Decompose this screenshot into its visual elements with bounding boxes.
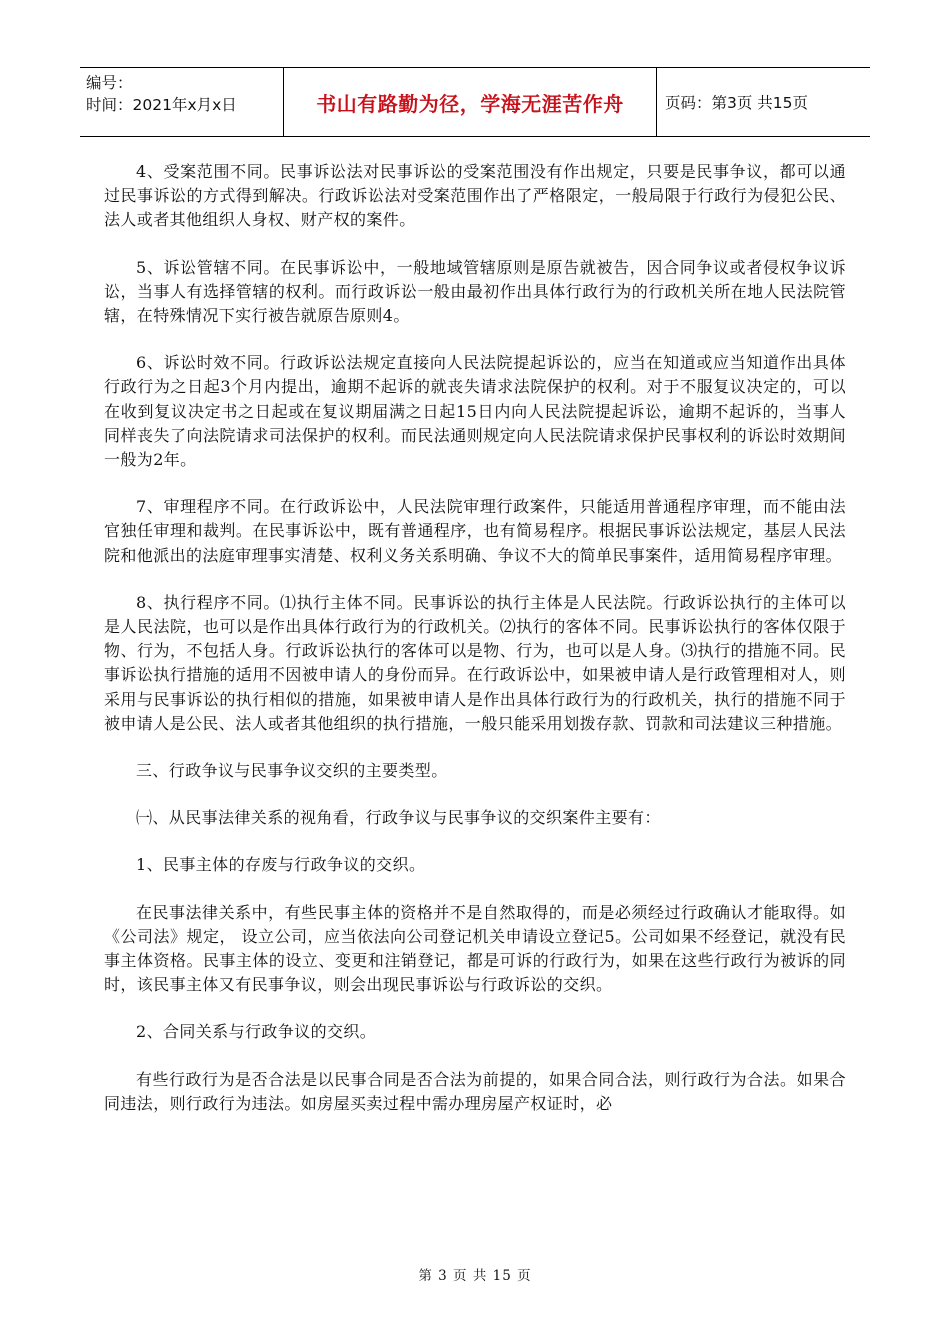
item-heading: 2、合同关系与行政争议的交织。	[136, 1022, 377, 1042]
paragraph: 8、执行程序不同。⑴执行主体不同。民事诉讼的执行主体是人民法院。行政诉讼执行的主体可以是人民法院，也可以是作出具体行政行为的行政机关。⑵执行的客体不同。民事诉讼执行的客体仅限于物、行为，不包括人身。行政诉讼执行的客体可以是物、行为，也可以是人身。⑶执行的措施不同。民事诉讼执行措施的适用不因被申请人的身份而异。在行政诉讼中，如果被申请人是行政管理相对人，则采用与民事诉讼的执行相似的措施，如果被申请人是作出具体行政行为的行政机关，执行的措施不同于被申请人是公民、法人或者其他组织的执行措施，一般只能采用划拨存款、罚款和司法建议三种措施。	[104, 592, 846, 733]
header-meta	[80, 68, 283, 136]
paragraph: 7、审理程序不同。在行政诉讼中，人民法院审理行政案件，只能适用普通程序审理，而不能由法官独任审理和裁判。在民事诉讼中，既有普通程序，也有简易程序。根据民事诉讼法规定，基层人民法院和他派出的法庭审理事实清楚、权利义务关系明确、争议不大的简单民事案件，适用简易程序审理。	[104, 497, 846, 565]
document-number-label: 编号：	[86, 74, 133, 92]
section-heading: 三、行政争议与民事争议交织的主要类型。	[136, 761, 448, 781]
document-body	[104, 160, 846, 1116]
paragraph: 4、受案范围不同。民事诉讼法对民事诉讼的受案范围没有作出规定，只要是民事争议，都可以通过民事诉讼的方式得到解决。行政诉讼法对受案范围作出了严格限定，一般局限于行政行为侵犯公民、法人或者其他组织人身权、财产权的案件。	[104, 162, 846, 230]
page-header	[80, 67, 870, 137]
paragraph: 有些行政行为是否合法是以民事合同是否合法为前提的，如果合同合法，则行政行为合法。如果合同违法，则行政行为违法。如房屋买卖过程中需办理房屋产权证时，必	[104, 1069, 846, 1113]
document-time-label: 时间：2021年x月x日	[86, 96, 237, 114]
item-heading: 1、民事主体的存废与行政争议的交织。	[136, 855, 426, 875]
header-motto: 书山有路勤为径，学海无涯苦作舟	[283, 68, 657, 136]
page-footer: 第 3 页 共 15 页	[418, 1268, 532, 1284]
paragraph: 6、诉讼时效不同。行政诉讼法规定直接向人民法院提起诉讼的，应当在知道或应当知道作出具体行政行为之日起3个月内提出，逾期不起诉的就丧失请求法院保护的权利。对于不服复议决定的，可以在收到复议决定书之日起或在复议期届满之日起15日内向人民法院提起诉讼，逾期不起诉的，当事人同样丧失了向法院请求司法保护的权利。而民法通则规定向人民法院请求保护民事权利的诉讼时效期间一般为2年。	[104, 353, 846, 470]
subsection-heading: ㈠、从民事法律关系的视角看，行政争议与民事争议的交织案件主要有：	[136, 808, 661, 828]
paragraph: 在民事法律关系中，有些民事主体的资格并不是自然取得的，而是必须经过行政确认才能取得。如《公司法》规定， 设立公司，应当依法向公司登记机关申请设立登记5。公司如果不经登记，就没有民事主体资格。民事主体的设立、变更和注销登记，都是可诉的行政行为，如果在这些行政行为被诉的同时，该民事主体又有民事争议，则会出现民事诉讼与行政诉讼的交织。	[104, 902, 846, 995]
header-page-info: 页码：第3页 共15页	[665, 94, 809, 112]
paragraph: 5、诉讼管辖不同。在民事诉讼中，一般地域管辖原则是原告就被告，因合同争议或者侵权争议诉讼，当事人有选择管辖的权利。而行政诉讼一般由最初作出具体行政行为的行政机关所在地人民法院管辖，在特殊情况下实行被告就原告原则4。	[104, 257, 846, 326]
